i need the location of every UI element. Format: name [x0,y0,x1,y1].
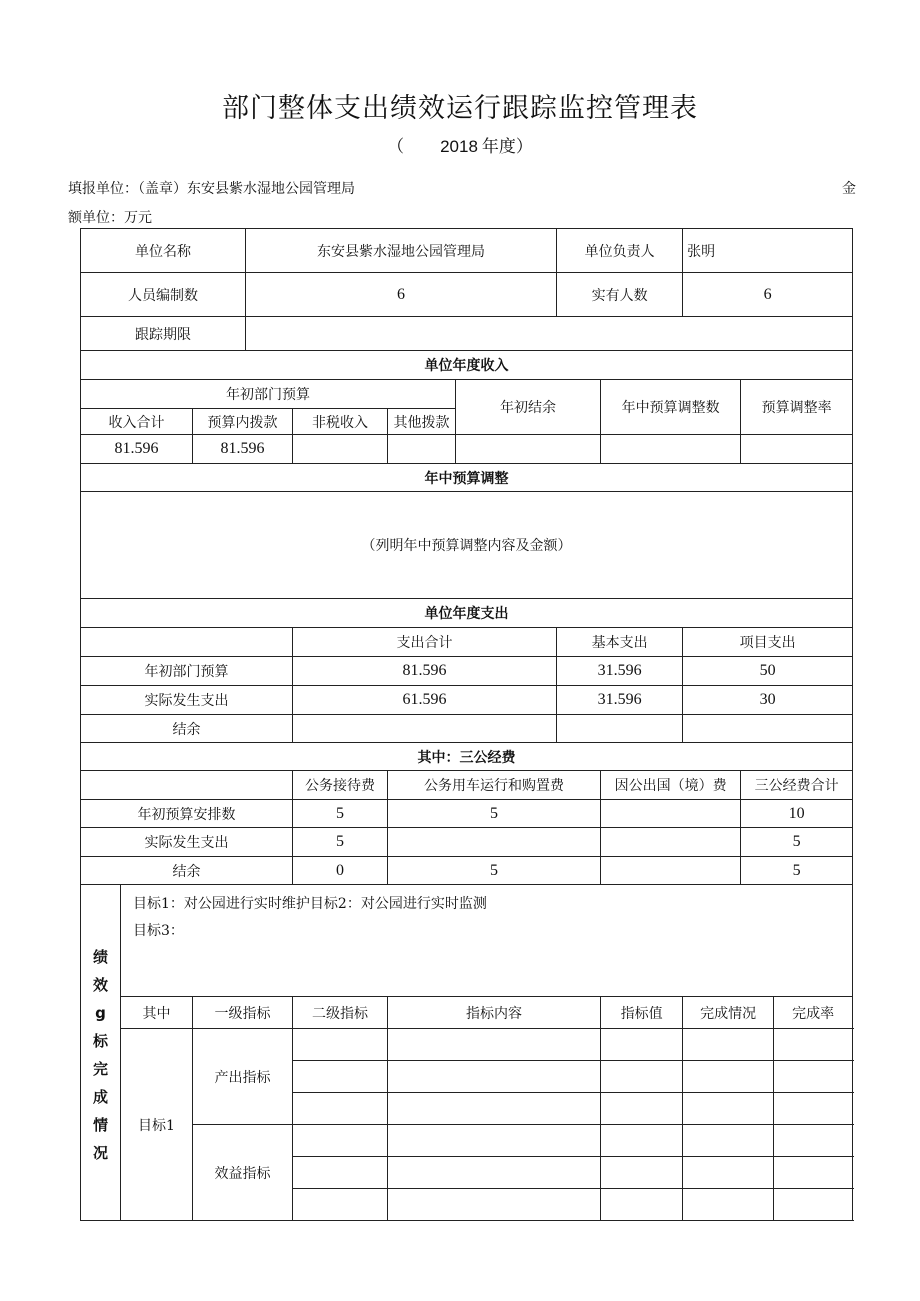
three-row-vehicle: 5 [388,857,601,885]
three-row-label: 结余 [81,857,293,885]
perf-col-value: 指标值 [601,997,683,1029]
income-other [388,435,456,464]
income-col-nontax: 非税收入 [293,409,388,435]
income-nontax [293,435,388,464]
three-row-sum: 5 [741,828,853,857]
year-close: 年度） [481,137,533,157]
three-row-sum: 10 [741,800,853,828]
expense-row-basic: 31.596 [557,686,683,715]
perf-col-content: 指标内容 [388,997,601,1029]
three-row [81,828,853,857]
income-balance [456,435,601,464]
adjust-section-title: 年中预算调整 [81,464,853,492]
expense-col-basic: 基本支出 [557,628,683,657]
expense-row [81,715,853,743]
three-row-abroad [601,828,741,857]
three-corner [81,771,293,800]
income-col-other: 其他拨款 [388,409,456,435]
amount-unit-part1: 金 [842,181,856,197]
three-col-reception: 公务接待费 [293,771,388,800]
target1-label: 目标1 [121,1029,193,1221]
perf-col-status: 完成情况 [683,997,774,1029]
income-section-title: 单位年度收入 [81,351,853,380]
actual-staff-label: 实有人数 [557,273,683,317]
expense-row [81,657,853,686]
perf-col-among: 其中 [121,997,193,1029]
benefit-indicator-label: 效益指标 [193,1125,293,1221]
page-title: 部门整体支出绩效运行跟踪监控管理表 [222,93,698,124]
income-adjust [601,435,741,464]
three-row-reception: 5 [293,828,388,857]
adjust-note: （列明年中预算调整内容及金额） [81,492,853,599]
three-row-abroad [601,800,741,828]
three-col-vehicle: 公务用车运行和购置费 [388,771,601,800]
three-row-reception: 0 [293,857,388,885]
expense-row-basic: 31.596 [557,657,683,686]
expense-col-total: 支出合计 [293,628,557,657]
leader-value: 张明 [683,229,853,273]
expense-col-project: 项目支出 [683,628,853,657]
three-row [81,857,853,885]
performance-table [80,228,853,1221]
three-col-abroad: 因公出国（境）费 [601,771,741,800]
income-budget-group: 年初部门预算 [81,380,456,409]
expense-row-label: 实际发生支出 [81,686,293,715]
income-col-budget: 预算内拨款 [193,409,293,435]
income-col-total: 收入合计 [81,409,193,435]
three-row-label: 年初预算安排数 [81,800,293,828]
performance-side-label: 绩 效 g 标 完 成 情 况 [81,885,121,1221]
income-total: 81.596 [81,435,193,464]
year-value: 2018 [440,137,478,156]
perf-col-level1: 一级指标 [193,997,293,1029]
three-section-title: 其中：三公经费 [81,743,853,771]
perf-col-rate: 完成率 [774,997,853,1029]
expense-section-title: 单位年度支出 [81,599,853,628]
three-row [81,800,853,828]
three-row-vehicle: 5 [388,800,601,828]
expense-row-project: 50 [683,657,853,686]
target-line-2: 目标3： [133,923,184,939]
performance-targets [121,885,853,997]
income-col-adjust: 年中预算调整数 [601,380,741,435]
three-row-reception: 5 [293,800,388,828]
expense-row-label: 结余 [81,715,293,743]
period-label: 跟踪期限 [81,317,246,351]
period-value [246,317,853,351]
three-row-vehicle [388,828,601,857]
three-row-abroad [601,857,741,885]
expense-row-basic [557,715,683,743]
target-line-1: 目标1：对公园进行实时维护目标2：对公园进行实时监测 [133,896,487,912]
amount-unit-part2: 额单位：万元 [68,210,152,226]
expense-row-project [683,715,853,743]
income-rate [741,435,853,464]
expense-corner [81,628,293,657]
actual-staff-value: 6 [683,273,853,317]
leader-label: 单位负责人 [557,229,683,273]
expense-row-project: 30 [683,686,853,715]
unit-name-value: 东安县紫水湿地公园管理局 [246,229,557,273]
three-row-sum: 5 [741,857,853,885]
fill-unit: 填报单位：（盖章）东安县紫水湿地公园管理局 [68,181,355,197]
income-col-balance: 年初结余 [456,380,601,435]
expense-row-total [293,715,557,743]
three-col-sum: 三公经费合计 [741,771,853,800]
year-open: （ [387,137,405,157]
unit-name-label: 单位名称 [81,229,246,273]
expense-row-total: 61.596 [293,686,557,715]
expense-row [81,686,853,715]
staff-quota-value: 6 [246,273,557,317]
expense-row-total: 81.596 [293,657,557,686]
expense-row-label: 年初部门预算 [81,657,293,686]
staff-quota-label: 人员编制数 [81,273,246,317]
income-col-rate: 预算调整率 [741,380,853,435]
income-budget: 81.596 [193,435,293,464]
output-indicator-label: 产出指标 [193,1029,293,1125]
three-row-label: 实际发生支出 [81,828,293,857]
perf-col-level2: 二级指标 [293,997,388,1029]
year-line [0,132,920,157]
